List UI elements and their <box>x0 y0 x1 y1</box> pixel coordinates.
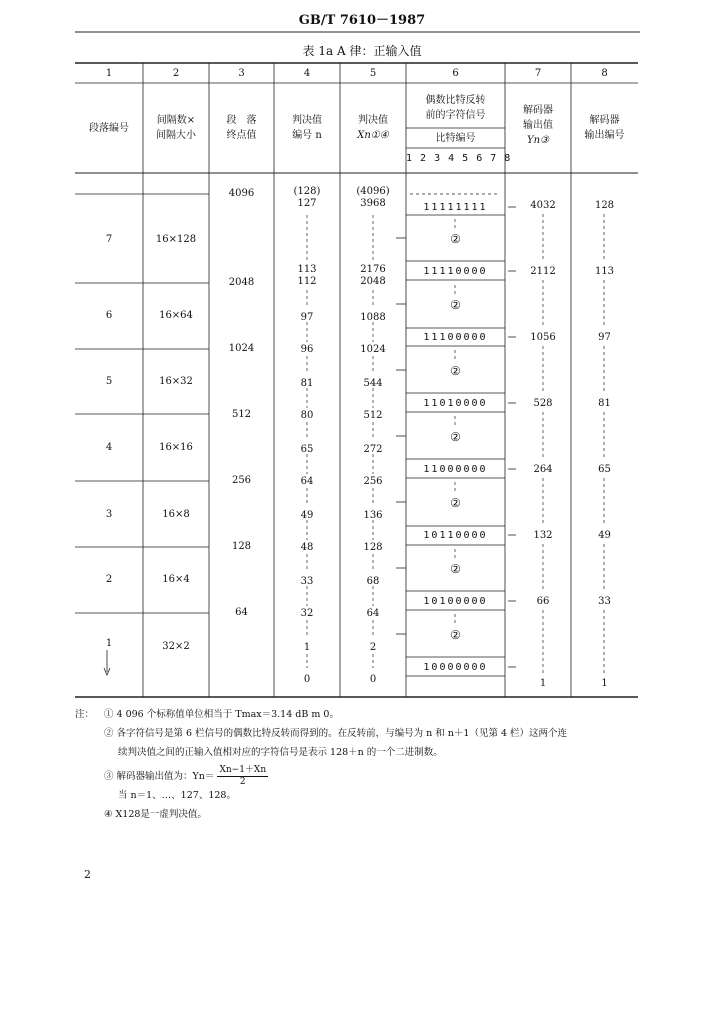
decision-number: (128) 127 <box>293 186 321 209</box>
segment-end-value: 4096 <box>228 188 255 199</box>
header-bits: 1 2 3 4 5 6 7 8 <box>406 153 512 164</box>
char-signal: 10110000 <box>423 530 488 541</box>
decoder-number: 33 <box>598 596 611 607</box>
char-signal: 10000000 <box>423 662 488 673</box>
char-signal: 11111111 <box>423 202 488 213</box>
segment-end-value: 512 <box>231 409 252 420</box>
segment-end-value: 128 <box>231 541 252 552</box>
standard-number: GB/T 7610－1987 <box>298 13 426 28</box>
char-signal: 11110000 <box>423 266 488 277</box>
decoder-output: 4032 <box>530 200 556 211</box>
interval-size: 16×32 <box>159 376 193 387</box>
char-signal: 11100000 <box>423 332 488 343</box>
header-bit-number: 比特编号 <box>435 133 476 144</box>
segment-end-value: 64 <box>235 607 248 618</box>
table-title: 表 1a A 律：正输入值 <box>302 44 422 58</box>
note-2-cont: 续判决值之间的正输入值相对应的字符信号是表示 128＋n 的一个二进制数。 <box>118 747 443 758</box>
decision-value: 272 <box>363 444 383 455</box>
decoder-number: 65 <box>598 464 611 475</box>
decision-value: 512 <box>363 410 383 421</box>
decoder-number: 128 <box>594 200 615 211</box>
decision-number: 32 <box>300 608 314 619</box>
segment-number: 7 <box>105 234 113 245</box>
decoder-output: 1 <box>539 678 547 689</box>
segment-number: 1 <box>105 638 113 649</box>
note-3-numerator: Xn−1＋Xn <box>219 765 267 775</box>
header-interval: 间隔数× 间隔大小 <box>156 115 196 141</box>
header-decision-number: 判决值 编号 n <box>292 115 322 141</box>
segment-number: 5 <box>105 376 113 387</box>
char-signal: 10100000 <box>423 596 488 607</box>
decision-number: 113 112 <box>297 264 317 287</box>
decoder-number: 113 <box>594 266 615 277</box>
header-segment-number: 段落编号 <box>89 123 129 134</box>
interval-size: 16×64 <box>159 310 193 321</box>
decision-number: 1 <box>303 642 311 653</box>
col-num-1: 1 <box>105 68 113 79</box>
col-num-4: 4 <box>303 68 311 79</box>
header-decoder-output: 解码器 输出值 Yn③ <box>523 105 553 146</box>
segment-number: 4 <box>105 442 113 453</box>
char-signal: 11010000 <box>423 398 488 409</box>
header-decision-value: 判决值 Xn①④ <box>357 115 389 141</box>
segment-end-value: 256 <box>231 475 252 486</box>
col-num-7: 7 <box>534 68 542 79</box>
notes-label: 注： <box>75 709 95 720</box>
decision-number: 33 <box>300 576 314 587</box>
note-4: ④ X128是一虚判决值。 <box>104 809 207 820</box>
header-char-signal: 偶数比特反转 前的字符信号 <box>425 95 486 121</box>
note-3-denominator: 2 <box>239 777 246 787</box>
header-decoder-number: 解码器 输出编号 <box>584 115 625 141</box>
col-num-6: 6 <box>452 68 459 79</box>
decision-value: 64 <box>366 608 380 619</box>
decision-value: 128 <box>363 542 383 553</box>
decoder-number: 81 <box>598 398 611 409</box>
decoder-output: 2112 <box>530 266 556 277</box>
col-num-5: 5 <box>369 68 377 79</box>
decision-value: 136 <box>363 510 383 521</box>
segment-end-value: 1024 <box>228 343 255 354</box>
decision-number: 65 <box>300 444 314 455</box>
decision-value: 1088 <box>360 312 386 323</box>
decision-value: 2 <box>369 642 377 653</box>
decision-value: 1024 <box>360 344 386 355</box>
char-signal: 11000000 <box>423 464 488 475</box>
decision-number: 80 <box>300 410 314 421</box>
decision-number: 48 <box>300 542 314 553</box>
note-1: ① 4 096 个标称值单位相当于 Tmax＝3.14 dB m 0。 <box>104 709 339 720</box>
circled-ref-2: ② <box>450 562 461 576</box>
decoder-number: 1 <box>601 678 608 689</box>
decoder-output: 264 <box>533 464 553 475</box>
interval-size: 16×16 <box>159 442 193 453</box>
interval-size: 32×2 <box>162 641 190 652</box>
decision-value: 256 <box>363 476 383 487</box>
decision-number: 0 <box>303 674 311 685</box>
circled-ref-2: ② <box>450 430 461 444</box>
decision-value: 2176 2048 <box>360 264 386 287</box>
note-3-cont: 当 n＝1、…、127、128。 <box>118 790 236 801</box>
decoder-output: 66 <box>536 596 550 607</box>
decision-number: 97 <box>300 312 314 323</box>
interval-size: 16×4 <box>162 574 190 585</box>
col-num-8: 8 <box>601 68 608 79</box>
circled-ref-2: ② <box>450 364 461 378</box>
decision-number: 64 <box>300 476 314 487</box>
note-2: ② 各字符信号是第 6 栏信号的偶数比特反转而得到的。在反转前，与编号为 n 和 n＋1（见第 4 栏）这两个连 <box>104 728 568 739</box>
decision-value: 68 <box>366 576 380 587</box>
decision-value: (4096) 3968 <box>356 186 390 209</box>
segment-end-value: 2048 <box>228 277 255 288</box>
circled-ref-2: ② <box>450 496 461 510</box>
circled-ref-2: ② <box>450 628 461 642</box>
segment-number: 3 <box>105 509 113 520</box>
interval-size: 16×128 <box>155 234 197 245</box>
decision-value: 544 <box>363 378 383 389</box>
decision-number: 49 <box>300 510 314 521</box>
segment-number: 2 <box>105 574 113 585</box>
col-num-2: 2 <box>172 68 180 79</box>
decoder-output: 1056 <box>530 332 556 343</box>
col-num-3: 3 <box>238 68 245 79</box>
circled-ref-2: ② <box>450 298 461 312</box>
decision-value: 0 <box>369 674 377 685</box>
decision-number: 81 <box>300 378 314 389</box>
header-segment-end: 段 落 终点值 <box>226 115 257 141</box>
segment-number: 6 <box>105 310 113 321</box>
decoder-number: 49 <box>598 530 611 541</box>
decision-number: 96 <box>300 344 314 355</box>
page-number: 2 <box>84 868 91 881</box>
decoder-output: 132 <box>533 530 553 541</box>
decoder-output: 528 <box>533 398 553 409</box>
note-3: ③ 解码器输出值为：Yn＝ $\frac{Xn-1+Xn}{2}$ <box>104 765 267 787</box>
circled-ref-2: ② <box>450 232 461 246</box>
interval-size: 16×8 <box>162 509 190 520</box>
decoder-number: 97 <box>598 332 611 343</box>
